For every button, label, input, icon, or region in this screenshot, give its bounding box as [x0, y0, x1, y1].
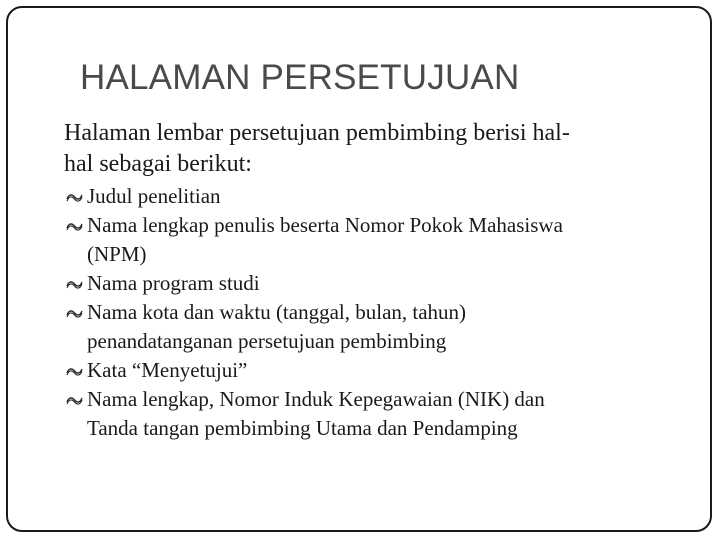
list-item [64, 356, 664, 385]
list-item [64, 211, 664, 269]
slide-title: HALAMAN PERSETUJUAN [80, 58, 520, 97]
list-item [64, 182, 664, 211]
bullet-text-continued: (NPM) [87, 242, 147, 266]
bullet-list [64, 182, 664, 443]
bullet-text: Nama lengkap, Nomor Induk Kepegawaian (NIK) dan [87, 387, 545, 411]
bullet-text: Nama kota dan waktu (tanggal, bulan, tahun) [87, 300, 467, 324]
intro-line-1: Halaman lembar persetujuan pembimbing berisi hal- [64, 120, 570, 146]
wave-bullet-icon [66, 269, 84, 298]
bullet-text: Nama program studi [87, 271, 260, 295]
wave-bullet-icon [66, 211, 84, 240]
list-item [64, 385, 664, 443]
list-item [64, 298, 664, 356]
bullet-text-continued: penandatanganan persetujuan pembimbing [87, 329, 447, 353]
bullet-text: Nama lengkap penulis beserta Nomor Pokok Mahasiswa [87, 213, 563, 237]
slide-body [64, 118, 664, 443]
intro-paragraph [64, 118, 664, 180]
wave-bullet-icon [66, 385, 84, 414]
intro-line-2: hal sebagai berikut: [64, 151, 252, 177]
wave-bullet-icon [66, 356, 84, 385]
list-item [64, 269, 664, 298]
wave-bullet-icon [66, 298, 84, 327]
wave-bullet-icon [66, 182, 84, 211]
bullet-text: Judul penelitian [87, 184, 221, 208]
bullet-text-continued: Tanda tangan pembimbing Utama dan Pendamping [87, 416, 518, 440]
bullet-text: Kata “Menyetujui” [87, 358, 248, 382]
